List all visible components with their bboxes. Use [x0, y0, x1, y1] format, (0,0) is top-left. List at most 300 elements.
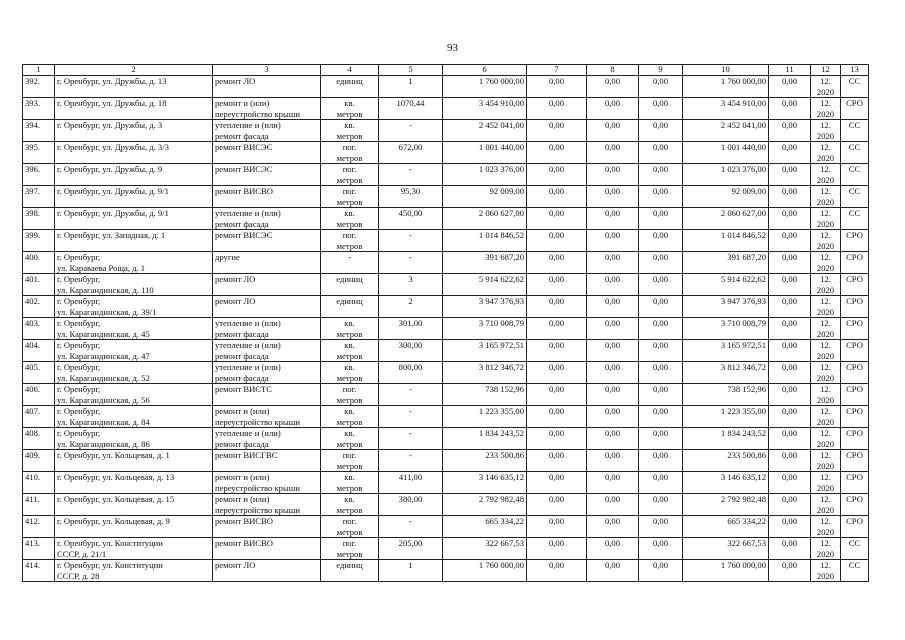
quantity-cell: 2	[379, 296, 443, 318]
cell-line: 12.	[820, 384, 831, 394]
fund-cell: 0,00	[527, 450, 587, 472]
work-type-cell	[213, 208, 321, 230]
owner-funds-cell: 3 710 008,79	[683, 318, 769, 340]
cell-line: метров	[336, 372, 363, 383]
owner-funds-cell: 233 500,86	[683, 450, 769, 472]
cell-line: г. Оренбург,	[57, 252, 101, 262]
work-type-cell	[213, 98, 321, 120]
cell-line: г. Оренбург,	[57, 406, 101, 416]
table-row	[23, 252, 869, 274]
table-row	[23, 164, 869, 186]
cell-line: 12.	[820, 186, 831, 196]
cell-line: г. Оренбург, ул. Конституции	[57, 538, 163, 548]
row-number-cell: 403.	[23, 318, 55, 340]
fund-cell: 0,00	[527, 76, 587, 98]
table-row	[23, 384, 869, 406]
table-row	[23, 318, 869, 340]
row-number-cell: 408.	[23, 428, 55, 450]
column-header: 3	[213, 65, 321, 76]
cell-line: переустройство крыши	[215, 416, 300, 427]
cell-line: ремонт ВИСТС	[215, 384, 273, 394]
cell-line: кв.	[344, 98, 355, 108]
fund-cell: 0,00	[587, 450, 639, 472]
cell-line: 12.	[820, 318, 831, 328]
table-row	[23, 560, 869, 582]
total-cost-cell: 2 452 041,00	[443, 120, 527, 142]
account-type-cell: СРО	[841, 318, 869, 340]
year-cell	[811, 164, 841, 186]
year-cell	[811, 120, 841, 142]
owner-funds-cell: 665 334,22	[683, 516, 769, 538]
cell-line: 12.	[820, 494, 831, 504]
row-number-cell: 402.	[23, 296, 55, 318]
account-type-cell: СРО	[841, 494, 869, 516]
fund-cell: 0,00	[769, 538, 811, 560]
column-header: 6	[443, 65, 527, 76]
cell-line: г. Оренбург, ул. Дружбы, д. 18	[57, 98, 167, 108]
year-cell	[811, 76, 841, 98]
cell-line: 2020	[816, 548, 835, 559]
cell-line: г. Оренбург, ул. Кольцевая, д. 15	[57, 494, 175, 504]
cell-line: ремонт ЛО	[215, 274, 256, 284]
table-row	[23, 120, 869, 142]
unit-cell	[321, 76, 379, 98]
row-number-cell: 395.	[23, 142, 55, 164]
year-cell	[811, 472, 841, 494]
cell-line: ремонт ВИСГВС	[215, 450, 278, 460]
year-cell	[811, 494, 841, 516]
unit-cell	[321, 296, 379, 318]
cell-line: ремонт фасада	[215, 328, 269, 339]
row-number-cell: 396.	[23, 164, 55, 186]
unit-cell	[321, 472, 379, 494]
cell-line: метров	[336, 482, 363, 493]
unit-cell	[321, 516, 379, 538]
work-type-cell	[213, 516, 321, 538]
quantity-cell: -	[379, 384, 443, 406]
total-cost-cell: 233 500,86	[443, 450, 527, 472]
total-cost-cell: 3 812 346,72	[443, 362, 527, 384]
table-row	[23, 208, 869, 230]
cell-line: ремонт и (или)	[215, 472, 270, 482]
work-type-cell	[213, 340, 321, 362]
address-cell	[55, 164, 213, 186]
account-type-cell: СС	[841, 208, 869, 230]
cell-line: кв.	[344, 406, 355, 416]
quantity-cell: -	[379, 406, 443, 428]
account-type-cell: СРО	[841, 384, 869, 406]
table-row	[23, 230, 869, 252]
quantity-cell: -	[379, 428, 443, 450]
column-header: 5	[379, 65, 443, 76]
cell-line: метров	[336, 130, 363, 141]
owner-funds-cell: 1 001 440,00	[683, 142, 769, 164]
unit-cell	[321, 560, 379, 582]
fund-cell: 0,00	[639, 186, 683, 208]
fund-cell: 0,00	[587, 362, 639, 384]
owner-funds-cell: 3 947 376,93	[683, 296, 769, 318]
cell-line: г. Оренбург, ул. Западная, д. 1	[57, 230, 166, 240]
cell-line: переустройство крыши	[215, 108, 300, 119]
cell-line: 2020	[816, 240, 835, 251]
cell-line: 12.	[820, 296, 831, 306]
total-cost-cell: 3 710 008,79	[443, 318, 527, 340]
row-number-cell: 393.	[23, 98, 55, 120]
cell-line: утепление и (или)	[215, 362, 281, 372]
fund-cell: 0,00	[639, 274, 683, 296]
cell-line: 2020	[816, 218, 835, 229]
cell-line: 2020	[816, 196, 835, 207]
owner-funds-cell: 2 452 041,00	[683, 120, 769, 142]
quantity-cell: 411,00	[379, 472, 443, 494]
quantity-cell: 300,00	[379, 340, 443, 362]
cell-line: 12.	[820, 340, 831, 350]
fund-cell: 0,00	[527, 362, 587, 384]
address-cell	[55, 208, 213, 230]
cell-line: -	[348, 252, 351, 262]
quantity-cell: -	[379, 164, 443, 186]
cell-line: г. Оренбург, ул. Конституции	[57, 560, 163, 570]
column-header: 13	[841, 65, 869, 76]
work-type-cell	[213, 296, 321, 318]
work-type-cell	[213, 538, 321, 560]
fund-cell: 0,00	[769, 362, 811, 384]
owner-funds-cell: 1 760 000,00	[683, 76, 769, 98]
fund-cell: 0,00	[527, 516, 587, 538]
owner-funds-cell: 738 152,96	[683, 384, 769, 406]
total-cost-cell: 5 914 622,62	[443, 274, 527, 296]
cell-line: ул. Карагандинская, д. 84	[57, 416, 150, 427]
cell-line: ремонт ЛО	[215, 560, 256, 570]
cell-line: ремонт ВИСЭС	[215, 164, 273, 174]
work-type-cell	[213, 120, 321, 142]
fund-cell: 0,00	[527, 538, 587, 560]
cell-line: 12.	[820, 142, 831, 152]
cell-line: метров	[336, 240, 363, 251]
address-cell	[55, 186, 213, 208]
cell-line: г. Оренбург, ул. Дружбы, д. 3/3	[57, 142, 169, 152]
cell-line: ремонт ВИСВО	[215, 186, 273, 196]
work-type-cell	[213, 164, 321, 186]
quantity-cell: 205,00	[379, 538, 443, 560]
table-row	[23, 142, 869, 164]
account-type-cell: СРО	[841, 472, 869, 494]
cell-line: 12.	[820, 98, 831, 108]
cell-line: пог.	[342, 142, 357, 152]
year-cell	[811, 274, 841, 296]
fund-cell: 0,00	[769, 516, 811, 538]
address-cell	[55, 494, 213, 516]
cell-line: пог.	[342, 516, 357, 526]
quantity-cell: 800,00	[379, 362, 443, 384]
cell-line: г. Оренбург, ул. Дружбы, д. 9/1	[57, 208, 169, 218]
owner-funds-cell: 1 834 243,52	[683, 428, 769, 450]
year-cell	[811, 384, 841, 406]
owner-funds-cell: 1 223 355,00	[683, 406, 769, 428]
fund-cell: 0,00	[587, 98, 639, 120]
cell-line: метров	[336, 526, 363, 537]
cell-line: переустройство крыши	[215, 482, 300, 493]
account-type-cell: СРО	[841, 296, 869, 318]
total-cost-cell: 665 334,22	[443, 516, 527, 538]
total-cost-cell: 1 760 000,00	[443, 76, 527, 98]
row-number-cell: 397.	[23, 186, 55, 208]
unit-cell	[321, 164, 379, 186]
account-type-cell: СРО	[841, 406, 869, 428]
cell-line: ремонт ВИСВО	[215, 516, 273, 526]
quantity-cell: 450,00	[379, 208, 443, 230]
fund-cell: 0,00	[527, 274, 587, 296]
fund-cell: 0,00	[639, 164, 683, 186]
cell-line: 2020	[816, 570, 835, 581]
quantity-cell: 95,30	[379, 186, 443, 208]
cell-line: метров	[336, 350, 363, 361]
column-header: 10	[683, 65, 769, 76]
total-cost-cell: 3 454 910,00	[443, 98, 527, 120]
cell-line: г. Оренбург,	[57, 318, 101, 328]
quantity-cell: -	[379, 230, 443, 252]
year-cell	[811, 208, 841, 230]
fund-cell: 0,00	[587, 208, 639, 230]
account-type-cell: СС	[841, 560, 869, 582]
year-cell	[811, 230, 841, 252]
cell-line: пог.	[342, 538, 357, 548]
row-number-cell: 412.	[23, 516, 55, 538]
unit-cell	[321, 340, 379, 362]
cell-line: 2020	[816, 174, 835, 185]
fund-cell: 0,00	[587, 120, 639, 142]
cell-line: метров	[336, 152, 363, 163]
address-cell	[55, 142, 213, 164]
unit-cell	[321, 406, 379, 428]
owner-funds-cell: 3 454 910,00	[683, 98, 769, 120]
table-row	[23, 274, 869, 296]
account-type-cell: СРО	[841, 516, 869, 538]
cell-line: г. Оренбург,	[57, 428, 101, 438]
cell-line: 2020	[816, 460, 835, 471]
owner-funds-cell: 5 914 622,62	[683, 274, 769, 296]
address-cell	[55, 98, 213, 120]
unit-cell	[321, 120, 379, 142]
cell-line: ул. Карагандинская, д. 52	[57, 372, 150, 383]
cell-line: единиц	[336, 76, 363, 86]
total-cost-cell: 3 947 376,93	[443, 296, 527, 318]
cell-line: метров	[336, 108, 363, 119]
account-type-cell: СРО	[841, 230, 869, 252]
fund-cell: 0,00	[769, 450, 811, 472]
cell-line: ремонт фасада	[215, 372, 269, 383]
cell-line: г. Оренбург, ул. Дружбы, д. 9	[57, 164, 163, 174]
account-type-cell: СРО	[841, 428, 869, 450]
total-cost-cell: 322 667,53	[443, 538, 527, 560]
total-cost-cell: 3 165 972,51	[443, 340, 527, 362]
cell-line: СССР, д. 28	[57, 570, 100, 581]
year-cell	[811, 362, 841, 384]
fund-cell: 0,00	[769, 208, 811, 230]
row-number-cell: 404.	[23, 340, 55, 362]
fund-cell: 0,00	[769, 142, 811, 164]
account-type-cell: СС	[841, 164, 869, 186]
row-number-cell: 400.	[23, 252, 55, 274]
address-cell	[55, 406, 213, 428]
cell-line: ул. Карагандинская, д. 110	[57, 284, 154, 295]
unit-cell	[321, 362, 379, 384]
work-type-cell	[213, 494, 321, 516]
table-row	[23, 406, 869, 428]
cell-line: ремонт фасада	[215, 218, 269, 229]
fund-cell: 0,00	[527, 230, 587, 252]
column-header: 7	[527, 65, 587, 76]
address-cell	[55, 274, 213, 296]
fund-cell: 0,00	[527, 186, 587, 208]
owner-funds-cell: 2 060 627,00	[683, 208, 769, 230]
table-row	[23, 494, 869, 516]
year-cell	[811, 296, 841, 318]
total-cost-cell: 391 687,20	[443, 252, 527, 274]
fund-cell: 0,00	[587, 318, 639, 340]
cell-line: утепление и (или)	[215, 318, 281, 328]
cell-line: ремонт фасада	[215, 130, 269, 141]
year-cell	[811, 560, 841, 582]
work-type-cell	[213, 450, 321, 472]
cell-line: кв.	[344, 494, 355, 504]
table-body	[23, 76, 869, 582]
cell-line: пог.	[342, 384, 357, 394]
total-cost-cell: 1 760 000,00	[443, 560, 527, 582]
fund-cell: 0,00	[587, 164, 639, 186]
fund-cell: 0,00	[527, 472, 587, 494]
account-type-cell: СРО	[841, 98, 869, 120]
cell-line: 12.	[820, 516, 831, 526]
cell-line: г. Оренбург,	[57, 362, 101, 372]
cell-line: утепление и (или)	[215, 120, 281, 130]
fund-cell: 0,00	[587, 494, 639, 516]
owner-funds-cell: 1 760 000,00	[683, 560, 769, 582]
year-cell	[811, 98, 841, 120]
cell-line: переустройство крыши	[215, 504, 300, 515]
fund-cell: 0,00	[639, 384, 683, 406]
work-type-cell	[213, 560, 321, 582]
fund-cell: 0,00	[587, 76, 639, 98]
work-type-cell	[213, 142, 321, 164]
cell-line: 2020	[816, 438, 835, 449]
cell-line: метров	[336, 504, 363, 515]
cell-line: 12.	[820, 472, 831, 482]
account-type-cell: СРО	[841, 450, 869, 472]
fund-cell: 0,00	[587, 142, 639, 164]
quantity-cell: 301,00	[379, 318, 443, 340]
unit-cell	[321, 538, 379, 560]
cell-line: метров	[336, 416, 363, 427]
cell-line: ул. Карагандинская, д. 47	[57, 350, 150, 361]
address-cell	[55, 252, 213, 274]
year-cell	[811, 186, 841, 208]
cell-line: ул. Карагандинская, д. 45	[57, 328, 150, 339]
unit-cell	[321, 230, 379, 252]
cell-line: метров	[336, 174, 363, 185]
address-cell	[55, 450, 213, 472]
cell-line: единиц	[336, 560, 363, 570]
cell-line: г. Оренбург, ул. Кольцевая, д. 13	[57, 472, 175, 482]
fund-cell: 0,00	[639, 538, 683, 560]
cell-line: 2020	[816, 108, 835, 119]
cell-line: ул. Карагандинская, д. 39/1	[57, 306, 157, 317]
owner-funds-cell: 92 009,00	[683, 186, 769, 208]
address-cell	[55, 318, 213, 340]
cell-line: 12.	[820, 252, 831, 262]
cell-line: 12.	[820, 450, 831, 460]
unit-cell	[321, 450, 379, 472]
column-header: 9	[639, 65, 683, 76]
cell-line: другие	[215, 252, 240, 262]
owner-funds-cell: 2 792 982,48	[683, 494, 769, 516]
total-cost-cell: 2 060 627,00	[443, 208, 527, 230]
account-type-cell: СРО	[841, 274, 869, 296]
fund-cell: 0,00	[587, 340, 639, 362]
cell-line: г. Оренбург,	[57, 296, 101, 306]
cell-line: метров	[336, 438, 363, 449]
fund-cell: 0,00	[769, 252, 811, 274]
cell-line: ул. Карагандинская, д. 56	[57, 394, 150, 405]
fund-cell: 0,00	[769, 164, 811, 186]
address-cell	[55, 120, 213, 142]
unit-cell	[321, 142, 379, 164]
owner-funds-cell: 322 667,53	[683, 538, 769, 560]
cell-line: 2020	[816, 152, 835, 163]
fund-cell: 0,00	[769, 428, 811, 450]
row-number-cell: 413.	[23, 538, 55, 560]
cell-line: 12.	[820, 362, 831, 372]
quantity-cell: -	[379, 450, 443, 472]
address-cell	[55, 472, 213, 494]
row-number-cell: 407.	[23, 406, 55, 428]
year-cell	[811, 142, 841, 164]
table-row	[23, 296, 869, 318]
work-type-cell	[213, 318, 321, 340]
row-number-cell: 405.	[23, 362, 55, 384]
fund-cell: 0,00	[527, 340, 587, 362]
fund-cell: 0,00	[587, 406, 639, 428]
cell-line: ремонт ВИСВО	[215, 538, 273, 548]
total-cost-cell: 1 023 376,00	[443, 164, 527, 186]
fund-cell: 0,00	[639, 340, 683, 362]
fund-cell: 0,00	[587, 516, 639, 538]
total-cost-cell: 1 014 846,52	[443, 230, 527, 252]
cell-line: 2020	[816, 306, 835, 317]
fund-cell: 0,00	[639, 472, 683, 494]
fund-cell: 0,00	[769, 406, 811, 428]
cell-line: 2020	[816, 350, 835, 361]
cell-line: 2020	[816, 284, 835, 295]
fund-cell: 0,00	[769, 120, 811, 142]
total-cost-cell: 92 009,00	[443, 186, 527, 208]
cell-line: г. Оренбург,	[57, 384, 101, 394]
row-number-cell: 410.	[23, 472, 55, 494]
fund-cell: 0,00	[769, 274, 811, 296]
row-number-cell: 398.	[23, 208, 55, 230]
fund-cell: 0,00	[639, 318, 683, 340]
total-cost-cell: 2 792 982,48	[443, 494, 527, 516]
address-cell	[55, 384, 213, 406]
cell-line: 2020	[816, 394, 835, 405]
owner-funds-cell: 1 014 846,52	[683, 230, 769, 252]
cell-line: метров	[336, 394, 363, 405]
cell-line: 2020	[816, 482, 835, 493]
fund-cell: 0,00	[639, 362, 683, 384]
column-header: 11	[769, 65, 811, 76]
year-cell	[811, 340, 841, 362]
work-type-cell	[213, 274, 321, 296]
